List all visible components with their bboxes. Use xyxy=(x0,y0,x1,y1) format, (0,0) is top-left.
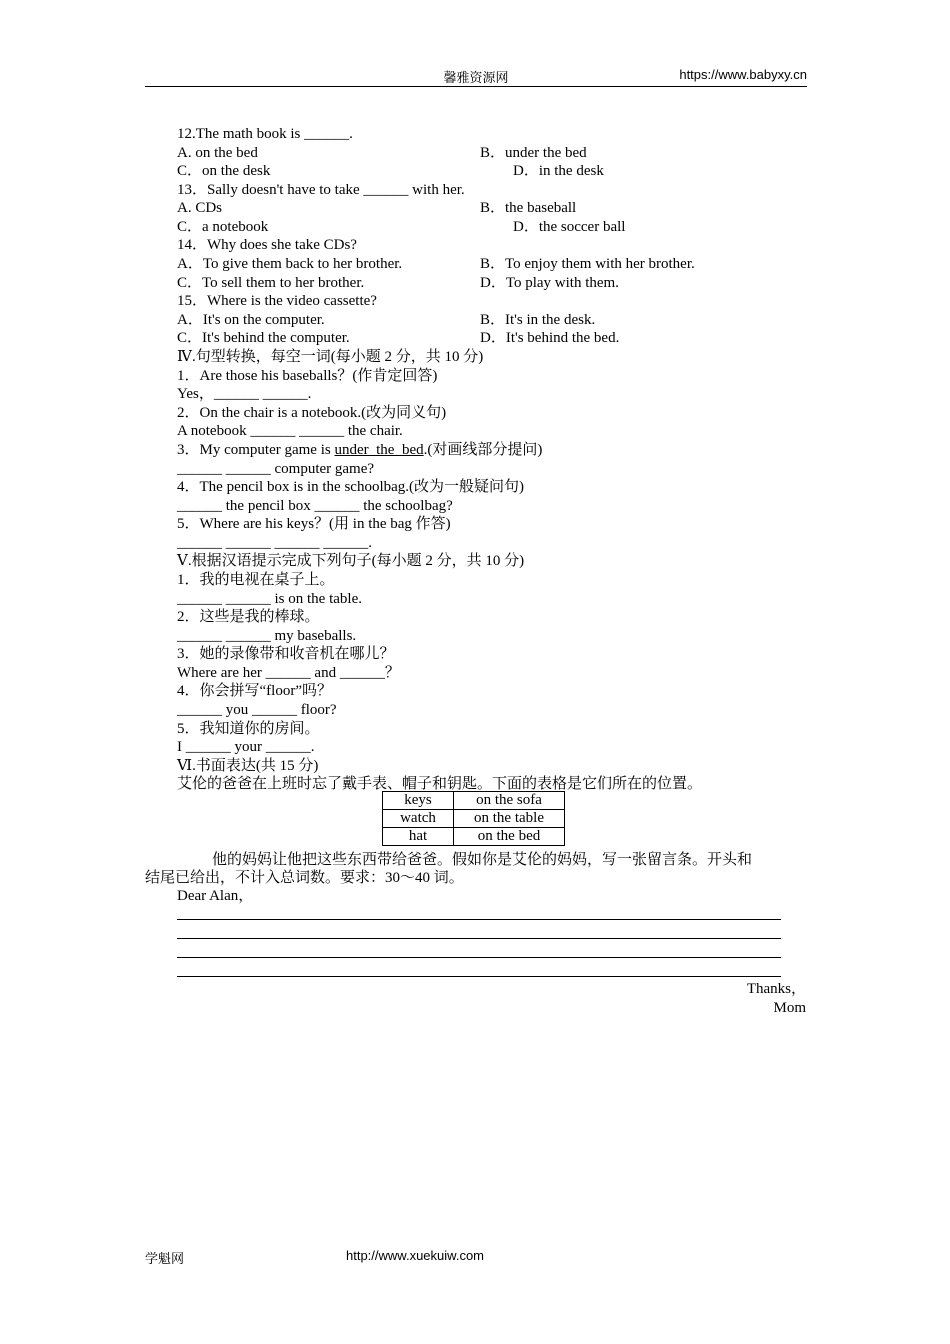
table-cell: watch xyxy=(383,810,454,828)
table-cell: on the sofa xyxy=(454,792,565,810)
header-site-name: 馨雅资源网 xyxy=(443,70,509,85)
exercise-line: 5．Where are his keys？(用 in the bag 作答) xyxy=(177,516,451,532)
exercise-line: ______ ______ computer game? xyxy=(177,461,375,477)
table-cell: on the bed xyxy=(454,828,565,846)
exercise-line: 3．她的录像带和收音机在哪儿？ xyxy=(177,646,395,662)
table-cell: on the table xyxy=(454,810,565,828)
exercise-line: ______ ______ is on the table. xyxy=(177,591,362,607)
option-d: D．To play with them. xyxy=(480,275,619,291)
question-stem: 14．Why does she take CDs? xyxy=(177,237,357,253)
option-b: B．It's in the desk. xyxy=(480,312,596,328)
exercise-line: 2．这些是我的棒球。 xyxy=(177,609,320,625)
table-cell: hat xyxy=(383,828,454,846)
table-row xyxy=(383,792,565,810)
option-d: D．It's behind the bed. xyxy=(480,330,620,346)
letter-signature: Mom xyxy=(773,1000,806,1016)
option-b: B．the baseball xyxy=(480,200,577,216)
writing-instructions: 结尾已给出，不计入总词数。要求：30～40 词。 xyxy=(145,870,464,886)
option-a: A．To give them back to her brother. xyxy=(177,256,403,272)
option-c: C．a notebook xyxy=(177,219,269,235)
exercise-line: 2．On the chair is a notebook.(改为同义句) xyxy=(177,405,447,421)
section-title: Ⅳ.句型转换，每空一词(每小题 2 分，共 10 分) xyxy=(177,349,484,365)
question-stem: 15．Where is the video cassette? xyxy=(177,293,377,309)
exercise-line: I ______ your ______. xyxy=(177,739,315,755)
writing-intro: 艾伦的爸爸在上班时忘了戴手表、帽子和钥匙。下面的表格是它们所在的位置。 xyxy=(177,776,703,792)
letter-greeting: Dear Alan， xyxy=(177,888,254,904)
header-url[interactable]: https://www.babyxy.cn xyxy=(679,67,807,82)
table-row xyxy=(383,810,565,828)
exercise-line: Where are her ______ and ______？ xyxy=(177,665,400,681)
option-a: A．It's on the computer. xyxy=(177,312,325,328)
exercise-line: ______ you ______ floor? xyxy=(177,702,337,718)
page-header xyxy=(145,66,807,87)
letter-closing: Thanks， xyxy=(746,981,806,997)
table-cell: keys xyxy=(383,792,454,810)
exercise-line: ______ the pencil box ______ the schoolbag? xyxy=(177,498,453,514)
exercise-line: ______ ______ ______ ______. xyxy=(177,535,372,551)
exercise-line: ______ ______ my baseballs. xyxy=(177,628,357,644)
section-title: Ⅴ.根据汉语提示完成下列句子(每小题 2 分，共 10 分) xyxy=(177,553,525,569)
exercise-line: 1．Are those his baseballs？(作肯定回答) xyxy=(177,368,438,384)
exercise-line xyxy=(177,441,542,459)
footer-site-name: 学魁网 xyxy=(145,1251,185,1266)
exercise-line: 4．The pencil box is in the schoolbag.(改为一般疑问句) xyxy=(177,479,525,495)
exercise-line: 5．我知道你的房间。 xyxy=(177,721,320,737)
option-a: A. on the bed xyxy=(177,145,258,161)
option-d: D．the soccer ball xyxy=(513,219,626,235)
question-stem: 12.The math book is ______. xyxy=(177,126,353,142)
section-title: Ⅵ.书面表达(共 15 分) xyxy=(177,758,319,774)
option-c: C．on the desk xyxy=(177,163,271,179)
question-stem: 13．Sally doesn't have to take ______ with her. xyxy=(177,182,465,198)
answer-line[interactable] xyxy=(177,957,781,958)
option-d: D．in the desk xyxy=(513,163,604,179)
underlined-phrase: under the bed xyxy=(334,442,424,458)
exercise-text: 3．My computer game is xyxy=(177,442,335,458)
answer-line[interactable] xyxy=(177,919,781,920)
exercise-line: Yes，______ ______. xyxy=(177,386,312,402)
exercise-text: .(对画线部分提问) xyxy=(423,442,543,458)
option-a: A. CDs xyxy=(177,200,223,216)
exercise-line: A notebook ______ ______ the chair. xyxy=(177,423,403,439)
answer-line[interactable] xyxy=(177,938,781,939)
footer-url[interactable]: http://www.xuekuiw.com xyxy=(346,1248,484,1263)
option-b: B．under the bed xyxy=(480,145,587,161)
exercise-line: 1．我的电视在桌子上。 xyxy=(177,572,335,588)
option-b: B．To enjoy them with her brother. xyxy=(480,256,695,272)
table-row xyxy=(383,828,565,846)
answer-line[interactable] xyxy=(177,976,781,977)
option-c: C．It's behind the computer. xyxy=(177,330,350,346)
option-c: C．To sell them to her brother. xyxy=(177,275,365,291)
location-table xyxy=(382,791,565,846)
writing-instructions: 他的妈妈让他把这些东西带给爸爸。假如你是艾伦的妈妈，写一张留言条。开头和 xyxy=(212,852,753,868)
exercise-line: 4．你会拼写“floor”吗？ xyxy=(177,683,332,699)
